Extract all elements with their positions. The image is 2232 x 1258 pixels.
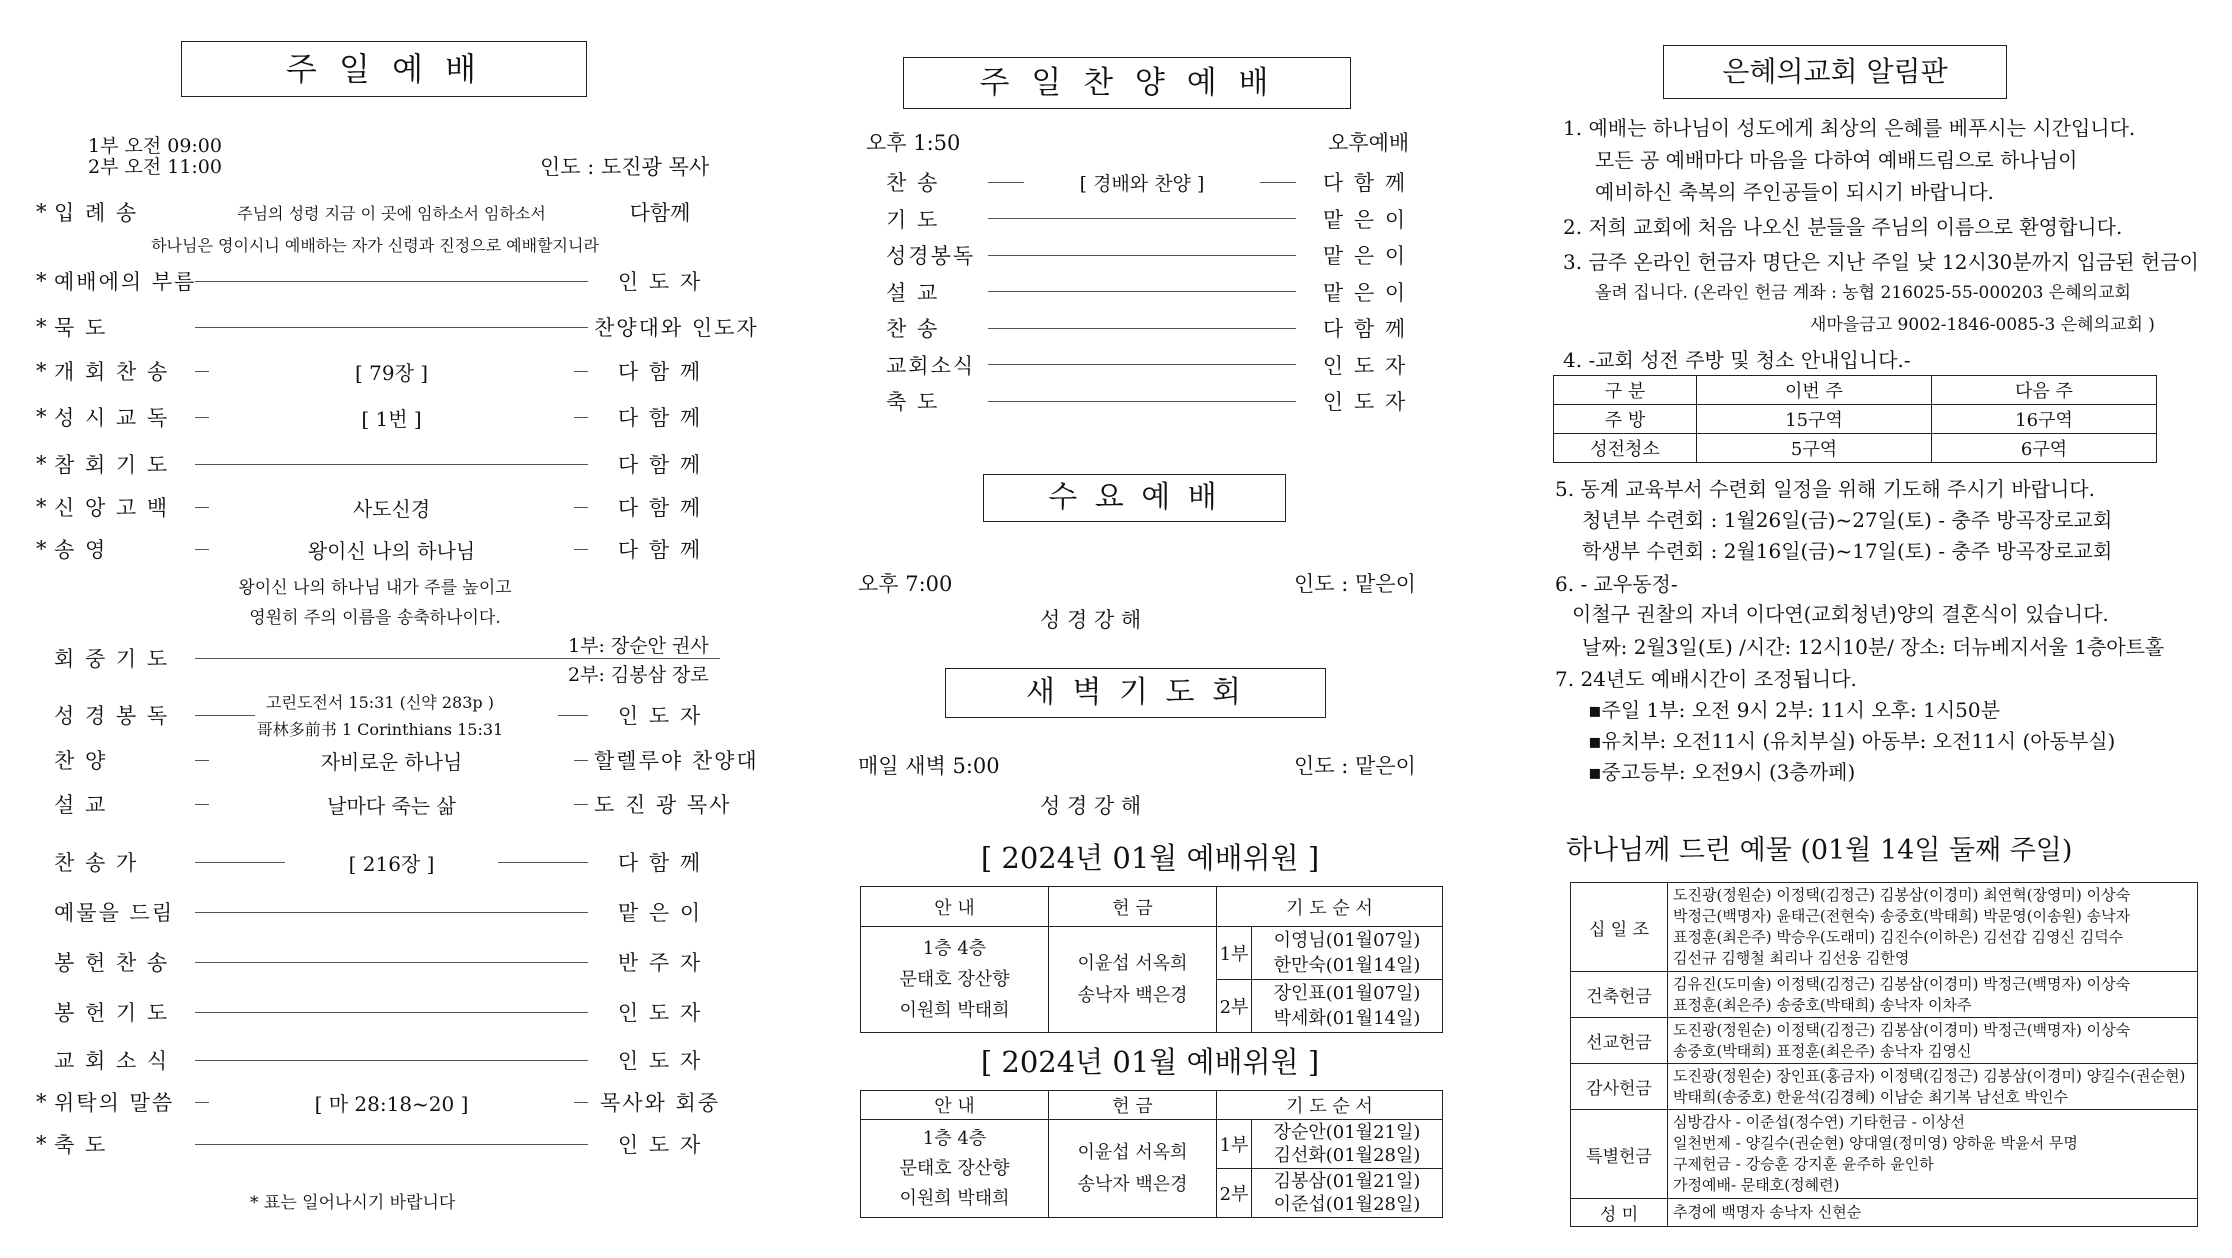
order-row bbox=[36, 267, 726, 295]
doxology-line-2: 영원히 주의 이름을 송축하나이다. bbox=[249, 608, 501, 628]
order-row bbox=[36, 790, 732, 818]
wednesday-worship-title: 수 요 예 배 bbox=[983, 474, 1286, 522]
notice-line: 청년부 수련회 : 1월26일(금)~27일(토) - 충주 방곡장로교회 bbox=[1582, 508, 2113, 532]
dawn-leader: 인도 : 맡은이 bbox=[1294, 754, 1416, 778]
clean-cell: 16구역 bbox=[1932, 405, 2157, 434]
notice-line: 올려 집니다. (온라인 헌금 계좌 : 농협 216025-55-000203 은혜의교회 bbox=[1595, 283, 2131, 303]
notice-line: 4. -교회 성전 주방 및 청소 안내입니다.- bbox=[1563, 348, 1911, 372]
order-row bbox=[36, 357, 726, 385]
prayer-label: 회 중 기 도 bbox=[54, 647, 170, 671]
committee-table-1 bbox=[860, 886, 1443, 1033]
praise-worship-title: 주 일 찬 양 예 배 bbox=[903, 57, 1351, 109]
first-service-prayers: 이영님(01월07일) 한만숙(01월14일) bbox=[1252, 927, 1443, 980]
offering-row bbox=[1571, 883, 2198, 972]
order-row bbox=[36, 535, 726, 563]
committee-title-1: [ 2024년 01월 예배위원 ] bbox=[980, 841, 1320, 875]
star-mark: * bbox=[36, 315, 47, 339]
wednesday-leader: 인도 : 맡은이 bbox=[1294, 572, 1416, 596]
star-mark: * bbox=[36, 200, 47, 224]
item-content: [ 경배와 찬양 ] bbox=[1079, 172, 1205, 195]
item-label: 신 앙 고 백 bbox=[54, 496, 170, 520]
scripture-label: 성 경 봉 독 bbox=[54, 704, 170, 728]
first-service-cell: 1부 bbox=[1217, 1120, 1252, 1169]
clean-cell: 15구역 bbox=[1697, 405, 1932, 434]
notice-line: 5. 동계 교육부서 수련회 일정을 위해 기도해 주시기 바랍니다. bbox=[1555, 477, 2095, 501]
item-label: 축 도 bbox=[54, 1133, 108, 1157]
dawn-prayer-title: 새 벽 기 도 회 bbox=[945, 668, 1326, 718]
item-leader: 인 도 자 bbox=[617, 1049, 703, 1073]
star-mark: * bbox=[36, 1132, 47, 1156]
bulletin-board-title: 은혜의교회 알림판 bbox=[1663, 45, 2007, 99]
notice-line: 예비하신 축복의 주인공들이 되시기 바랍니다. bbox=[1595, 180, 1994, 204]
order-row bbox=[868, 351, 1428, 379]
offering-names: 도진광(정원순) 이정택(김정근) 김봉삼(이경미) 최연혁(장영미) 이상숙 박정근(백명자) 윤태근(전현숙) 송중호(박태희) 박문영(이송원) 송낙자 표정훈(최은주) 박승우(도래미) 김진수(이하은) 김선갑 김영신 김덕수 김선규 김행철 최리나 김선웅 김한영 bbox=[1668, 883, 2198, 972]
sunday-worship-title: 주 일 예 배 bbox=[181, 41, 587, 97]
committee-title-2: [ 2024년 01월 예배위원 ] bbox=[980, 1045, 1320, 1079]
time-second-service: 2부 오전 11:00 bbox=[88, 156, 222, 178]
wednesday-content: 성 경 강 해 bbox=[1040, 608, 1142, 632]
item-leader: 인 도 자 bbox=[617, 1133, 703, 1157]
notice-line: 1. 예배는 하나님이 성도에게 최상의 은혜를 베푸시는 시간입니다. bbox=[1563, 116, 2136, 140]
item-content: 왕이신 나의 하나님 bbox=[307, 538, 476, 563]
offering-cell: 이윤섭 서옥희 송낙자 백은경 bbox=[1049, 1120, 1217, 1218]
offering-names: 도진광(정원순) 이정택(김정근) 김봉삼(이경미) 박정근(백명자) 이상숙 송중호(박태희) 표정훈(최은주) 송낙자 김영신 bbox=[1668, 1018, 2198, 1064]
offering-row bbox=[1571, 1064, 2198, 1110]
item-leader: 다 함 께 bbox=[1322, 317, 1408, 341]
item-leader: 반 주 자 bbox=[617, 951, 703, 975]
notice-line: 3. 금주 온라인 헌금자 명단은 지난 주일 낮 12시30분까지 입금된 헌금이 bbox=[1563, 250, 2199, 274]
th-offering: 헌 금 bbox=[1049, 887, 1217, 927]
order-row bbox=[868, 387, 1428, 415]
offering-row bbox=[1571, 1199, 2198, 1227]
clean-th-this-week: 이번 주 bbox=[1697, 376, 1932, 405]
notice-line: 학생부 수련회 : 2월16일(금)~17일(토) - 충주 방곡장로교회 bbox=[1582, 539, 2113, 563]
second-service-cell: 2부 bbox=[1217, 980, 1252, 1033]
order-row bbox=[36, 746, 759, 774]
order-row bbox=[36, 948, 726, 976]
item-label: 찬 양 bbox=[54, 749, 108, 773]
item-leader: 맡 은 이 bbox=[1322, 280, 1408, 305]
item-label: 예물을 드림 bbox=[54, 901, 175, 925]
item-content: [ 마 28:18~20 ] bbox=[314, 1091, 469, 1116]
notice-line: ▪유치부: 오전11시 (유치부실) 아동부: 오전11시 (아동부실) bbox=[1588, 729, 2116, 753]
item-label: 참 회 기 도 bbox=[54, 453, 170, 477]
order-row bbox=[36, 1130, 726, 1158]
item-label: 개 회 찬 송 bbox=[54, 360, 170, 384]
clean-cell: 주 방 bbox=[1554, 405, 1697, 434]
item-label: 송 영 bbox=[54, 538, 108, 562]
invocation-verse: 하나님은 영이시니 예배하는 자가 신령과 진정으로 예배할지니라 bbox=[151, 236, 599, 255]
offering-row bbox=[1571, 972, 2198, 1018]
dawn-content: 성 경 강 해 bbox=[1040, 794, 1142, 818]
order-row bbox=[868, 278, 1428, 306]
item-label: 성경봉독 bbox=[886, 244, 976, 268]
order-row bbox=[36, 313, 759, 341]
item-content: [ 216장 ] bbox=[348, 851, 435, 876]
order-row bbox=[36, 403, 726, 431]
wednesday-time: 오후 7:00 bbox=[858, 572, 953, 596]
item-leader: 인 도 자 bbox=[1322, 390, 1408, 414]
notice-line: ▪주일 1부: 오전 9시 2부: 11시 오후: 1시50분 bbox=[1588, 698, 2000, 722]
offering-category: 성 미 bbox=[1571, 1199, 1668, 1227]
item-label: 묵 도 bbox=[54, 316, 108, 340]
scripture-ref-en: 哥林多前书 1 Corinthians 15:31 bbox=[256, 720, 504, 739]
item-label: 설 교 bbox=[886, 280, 940, 305]
item-leader: 맡 은 이 bbox=[1322, 244, 1408, 268]
second-service-cell: 2부 bbox=[1217, 1169, 1252, 1218]
notice-line: 이철구 권찰의 자녀 이다연(교회청년)양의 결혼식이 있습니다. bbox=[1572, 602, 2109, 626]
offering-category: 십 일 조 bbox=[1571, 883, 1668, 972]
item-leader: 인 도 자 bbox=[617, 270, 703, 294]
prayer-leader-2: 2부: 김봉삼 장로 bbox=[568, 664, 709, 686]
order-row bbox=[868, 314, 1428, 342]
th-guide: 안 내 bbox=[861, 887, 1049, 927]
committee-table-2 bbox=[860, 1090, 1443, 1218]
th-guide: 안 내 bbox=[861, 1091, 1049, 1120]
notice-line: 7. 24년도 예배시간이 조정됩니다. bbox=[1555, 667, 1857, 691]
item-label: 설 교 bbox=[54, 793, 108, 817]
scripture-ref-ko: 고린도전서 15:31 (신약 283p ) bbox=[266, 693, 494, 712]
item-content: [ 1번 ] bbox=[361, 406, 422, 431]
standing-note: * 표는 일어나시기 바랍니다 bbox=[250, 1193, 456, 1213]
offering-names: 김유진(도미솔) 이정택(김정근) 김봉삼(이경미) 박정근(백명자) 이상숙 표정훈(최은주) 송중호(박태희) 송낙자 이차주 bbox=[1668, 972, 2198, 1018]
order-row bbox=[868, 205, 1428, 233]
item-leader: 다 함 께 bbox=[617, 496, 703, 520]
item-label: 축 도 bbox=[886, 390, 940, 414]
item-label: 교회소식 bbox=[886, 353, 976, 378]
notice-line: 날짜: 2월3일(토) /시간: 12시10분/ 장소: 더뉴베지서울 1층아트홀 bbox=[1582, 635, 2165, 659]
item-label: 기 도 bbox=[886, 207, 940, 232]
item-content: 날마다 죽는 삶 bbox=[327, 793, 456, 818]
item-leader: 인 도 자 bbox=[617, 1001, 703, 1025]
order-row bbox=[36, 848, 726, 876]
notice-line: 2. 저희 교회에 처음 나오신 분들을 주님의 이름으로 환영합니다. bbox=[1563, 215, 2123, 239]
item-label: 찬 송 가 bbox=[54, 851, 139, 875]
offering-names: 심방감사 - 이준섭(정수연) 기타헌금 - 이상선 일천번제 - 양길수(권순현) 양대열(정미영) 양하윤 박윤서 무명 구제헌금 - 강승훈 강지훈 윤주하 윤인하 가정예배- 문태호(정혜련) bbox=[1668, 1110, 2198, 1199]
item-label: 교 회 소 식 bbox=[54, 1049, 170, 1073]
star-mark: * bbox=[36, 405, 47, 429]
th-prayer-order: 기 도 순 서 bbox=[1217, 1091, 1443, 1120]
item-leader: 맡 은 이 bbox=[617, 901, 703, 925]
second-service-prayers: 장인표(01월07일) 박세화(01월14일) bbox=[1252, 980, 1443, 1033]
item-leader: 할렐루야 찬양대 bbox=[594, 749, 759, 773]
item-leader: 다 함 께 bbox=[1322, 171, 1408, 195]
item-leader: 다 함 께 bbox=[617, 360, 703, 384]
scripture-right: 인 도 자 bbox=[617, 704, 703, 728]
item-label: 찬 송 bbox=[886, 171, 940, 195]
time-first-service: 1부 오전 09:00 bbox=[88, 135, 222, 157]
offering-names: 추경에 백명자 송낙자 신현순 bbox=[1668, 1199, 2198, 1227]
notice-line: ▪중고등부: 오전9시 (3층까페) bbox=[1588, 760, 1856, 784]
offering-names: 도진광(정원순) 장인표(홍금자) 이정택(김정근) 김봉삼(이경미) 양길수(권순현) 박태희(송중호) 한윤석(김경혜) 이남순 최기복 남선호 박인수 bbox=[1668, 1064, 2198, 1110]
star-mark: * bbox=[36, 359, 47, 383]
notice-line: 새마을금고 9002-1846-0085-3 은혜의교회 ) bbox=[1810, 315, 2155, 335]
praise-type: 오후예배 bbox=[1328, 131, 1410, 155]
order-row bbox=[868, 168, 1428, 196]
item-leader: 맡 은 이 bbox=[1322, 207, 1408, 232]
notice-line: 6. - 교우동정- bbox=[1555, 572, 1678, 596]
star-mark: * bbox=[36, 452, 47, 476]
order-row bbox=[36, 898, 726, 926]
item-label: 성 시 교 독 bbox=[54, 406, 170, 430]
clean-cell: 성전청소 bbox=[1554, 434, 1697, 463]
order-row bbox=[36, 1046, 726, 1074]
item-label: 봉 헌 기 도 bbox=[54, 1001, 170, 1025]
praise-time: 오후 1:50 bbox=[866, 131, 961, 155]
order-row bbox=[36, 450, 726, 478]
item-leader: 다 함 께 bbox=[617, 453, 703, 477]
notice-line: 모든 공 예배마다 마음을 다하여 예배드림으로 하나님이 bbox=[1595, 148, 2078, 172]
first-service-cell: 1부 bbox=[1217, 927, 1252, 980]
item-content: 사도신경 bbox=[352, 496, 431, 521]
star-mark: * bbox=[36, 537, 47, 561]
first-service-prayers: 장순안(01월21일) 김선화(01월28일) bbox=[1252, 1120, 1443, 1169]
item-content: 자비로운 하나님 bbox=[320, 749, 463, 774]
clean-cell: 6구역 bbox=[1932, 434, 2157, 463]
offering-row bbox=[1571, 1110, 2198, 1199]
item-leader: 도 진 광 목사 bbox=[594, 793, 732, 817]
guide-cell: 1층 4층 문태호 장산향 이원희 박태희 bbox=[861, 927, 1049, 1033]
item-label: 찬 송 bbox=[886, 317, 940, 341]
item-label: 위탁의 말씀 bbox=[54, 1091, 175, 1115]
sunday-leader: 인도 : 도진광 목사 bbox=[540, 155, 710, 179]
order-row bbox=[36, 998, 726, 1026]
clean-th-category: 구 분 bbox=[1554, 376, 1697, 405]
item-label: 입 례 송 bbox=[54, 201, 139, 225]
item-label: 봉 헌 찬 송 bbox=[54, 951, 170, 975]
offering-category: 감사헌금 bbox=[1571, 1064, 1668, 1110]
order-row bbox=[868, 241, 1428, 269]
star-mark: * bbox=[36, 269, 47, 293]
offering-cell: 이윤섭 서옥희 송낙자 백은경 bbox=[1049, 927, 1217, 1033]
item-leader: 다 함 께 bbox=[617, 406, 703, 430]
offering-row bbox=[1571, 1018, 2198, 1064]
item-leader: 다함께 bbox=[629, 201, 691, 225]
item-leader: 인 도 자 bbox=[1322, 353, 1408, 378]
item-leader: 찬양대와 인도자 bbox=[594, 316, 759, 340]
entrance-hymn-row bbox=[36, 198, 726, 226]
doxology-line-1: 왕이신 나의 하나님 내가 주를 높이고 bbox=[238, 578, 512, 598]
clean-cell: 5구역 bbox=[1697, 434, 1932, 463]
item-content: 주님의 성령 지금 이 곳에 임하소서 임하소서 bbox=[237, 203, 546, 223]
item-leader: 다 함 께 bbox=[617, 851, 703, 875]
offering-category: 특별헌금 bbox=[1571, 1110, 1668, 1199]
offering-category: 건축헌금 bbox=[1571, 972, 1668, 1018]
item-leader: 다 함 께 bbox=[617, 538, 703, 562]
offering-table bbox=[1570, 882, 2198, 1227]
item-label: 예배에의 부름 bbox=[54, 270, 197, 294]
guide-cell: 1층 4층 문태호 장산향 이원희 박태희 bbox=[861, 1120, 1049, 1218]
second-service-prayers: 김봉삼(01월21일) 이준섭(01월28일) bbox=[1252, 1169, 1443, 1218]
offering-list-title: 하나님께 드린 예물 (01월 14일 둘째 주일) bbox=[1566, 835, 2073, 866]
item-content: [ 79장 ] bbox=[354, 360, 429, 385]
prayer-leader-1: 1부: 장순안 권사 bbox=[568, 635, 709, 657]
th-offering: 헌 금 bbox=[1049, 1091, 1217, 1120]
offering-category: 선교헌금 bbox=[1571, 1018, 1668, 1064]
cleaning-table bbox=[1553, 375, 2157, 463]
clean-th-next-week: 다음 주 bbox=[1932, 376, 2157, 405]
th-prayer-order: 기 도 순 서 bbox=[1217, 887, 1443, 927]
order-row bbox=[36, 493, 726, 521]
item-leader: 목사와 회중 bbox=[599, 1091, 721, 1115]
order-row bbox=[36, 1088, 726, 1116]
dawn-time: 매일 새벽 5:00 bbox=[858, 754, 1000, 778]
star-mark: * bbox=[36, 1090, 47, 1114]
star-mark: * bbox=[36, 495, 47, 519]
